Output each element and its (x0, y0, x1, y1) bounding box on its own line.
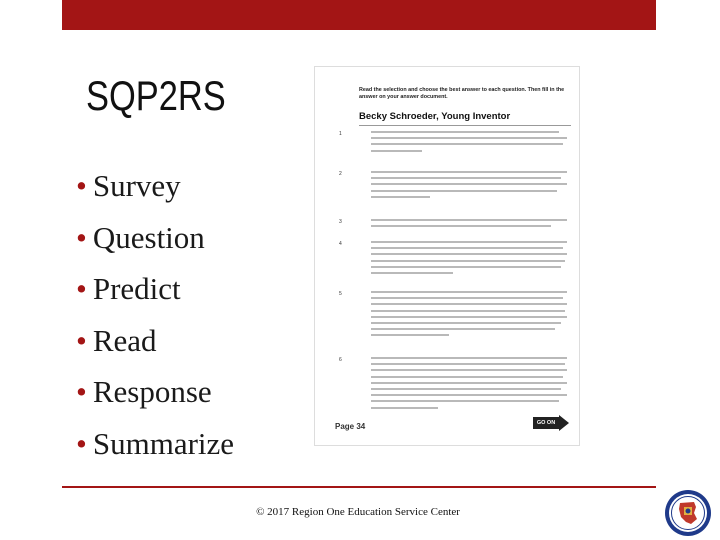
paragraph-text-lines (371, 291, 567, 341)
footer-copyright (0, 506, 720, 518)
bullet-item (76, 263, 234, 315)
go-on-label: GO ON (533, 417, 559, 429)
paragraph-number: 5 (339, 291, 342, 297)
go-on-arrow-icon (533, 417, 569, 429)
bullet-dot: • (76, 322, 87, 358)
paragraph-text-lines (371, 357, 567, 413)
bullet-list (76, 160, 234, 469)
paragraph-text-lines (371, 171, 567, 202)
bullet-item (76, 212, 234, 264)
top-accent-bar (62, 0, 656, 30)
bullet-item (76, 315, 234, 367)
bullet-text: Response (92, 374, 212, 409)
bullet-text: Read (92, 322, 157, 358)
bullet-text: Summarize (92, 425, 235, 461)
bullet-dot: • (76, 168, 87, 203)
paragraph-number: 4 (339, 241, 342, 247)
bullet-item (76, 160, 234, 212)
passage-title: Becky Schroeder, Young Inventor (359, 111, 511, 122)
bullet-dot: • (76, 425, 87, 461)
paragraph-number: 3 (339, 219, 342, 225)
paragraph-text-lines (371, 131, 567, 156)
bottom-accent-rule (62, 486, 656, 488)
paragraph-text-lines (371, 219, 567, 231)
bullet-text: Survey (92, 168, 181, 203)
paragraph-number: 2 (339, 171, 342, 177)
paragraph-text-lines (371, 241, 567, 278)
bullet-dot: • (76, 219, 87, 255)
region-one-seal-logo-icon (664, 489, 712, 537)
passage-instructions: Read the selection and choose the best answer to each question. Then fill in the answer on your answer document. (359, 87, 565, 100)
bullet-dot: • (76, 271, 87, 306)
paragraph-number: 6 (339, 357, 342, 363)
paragraph-number: 1 (339, 131, 342, 137)
page-number-label: Page 34 (335, 422, 366, 431)
bullet-item (76, 366, 234, 418)
passage-title-rule (359, 125, 571, 126)
bullet-dot: • (76, 374, 87, 409)
bullet-text: Question (92, 219, 205, 255)
reading-passage-image (314, 66, 580, 446)
bullet-text: Predict (92, 271, 181, 306)
slide-title: SQP2RS (86, 72, 226, 119)
footer-text: © 2017 Region One Education Service Center (256, 506, 460, 518)
bullet-item (76, 418, 234, 470)
